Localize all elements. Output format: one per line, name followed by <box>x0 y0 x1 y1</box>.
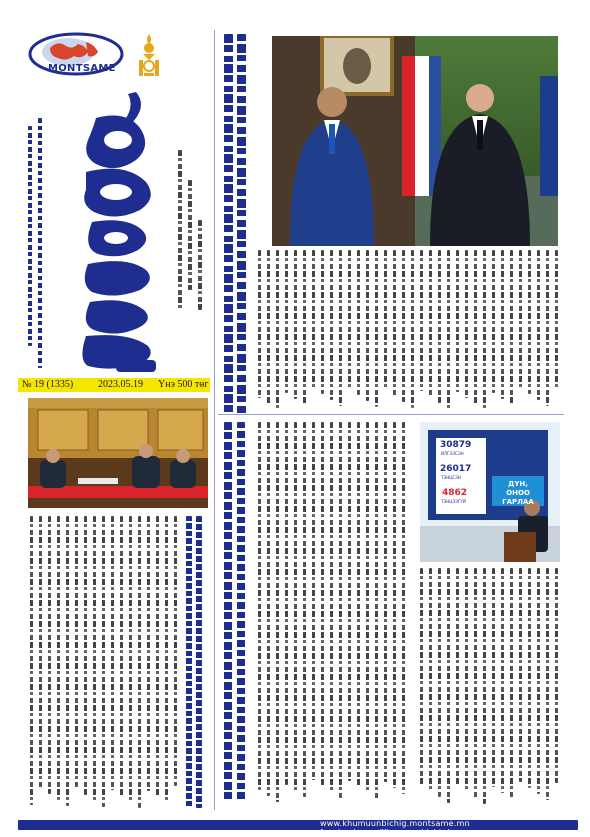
text-column <box>429 250 432 397</box>
exam-results-photo <box>420 422 560 562</box>
text-column <box>375 250 378 407</box>
text-column <box>321 250 324 394</box>
text-column <box>303 250 306 405</box>
text-column <box>546 568 549 800</box>
text-column <box>420 250 423 391</box>
text-column <box>276 250 279 410</box>
text-column <box>321 422 324 786</box>
stat-2-label: ТЭНЦСЭН <box>441 475 461 480</box>
text-column <box>474 250 477 404</box>
text-column <box>528 250 531 394</box>
presidents-photo <box>272 36 558 246</box>
text-column <box>303 422 306 797</box>
text-column <box>93 516 96 801</box>
text-column <box>30 516 33 805</box>
article-3-headline-a <box>196 516 202 808</box>
text-column <box>357 250 360 395</box>
text-column <box>420 568 423 785</box>
facebook-link[interactable]: facebook.com/Khumuunbichig/ <box>320 828 450 837</box>
text-column <box>528 568 531 788</box>
text-column <box>438 568 441 797</box>
soyombo-icon <box>134 32 164 78</box>
text-column <box>165 516 168 803</box>
text-column <box>366 250 369 401</box>
text-column <box>285 422 288 785</box>
text-column <box>465 568 468 792</box>
masthead-caption-1 <box>38 118 42 368</box>
meeting-photo <box>28 398 208 508</box>
text-column <box>501 568 504 793</box>
text-column <box>276 422 279 802</box>
montsame-wordmark: MONTSAME <box>48 63 116 74</box>
text-column <box>84 516 87 795</box>
text-column <box>438 250 441 403</box>
text-column <box>120 516 123 796</box>
article-2-headline <box>222 422 250 802</box>
text-column <box>402 422 405 794</box>
text-column <box>111 516 114 790</box>
newspaper-title-script <box>76 88 162 378</box>
text-column <box>501 250 504 399</box>
text-column <box>330 422 333 792</box>
text-column <box>402 250 405 402</box>
stat-3-label: ТЭНЦЭЭГҮЙ <box>441 499 466 504</box>
text-column <box>156 516 159 797</box>
stat-1-value: 30879 <box>440 440 472 450</box>
vertical-divider <box>214 30 215 810</box>
text-column <box>546 250 549 406</box>
text-column <box>75 516 78 789</box>
text-column <box>102 516 105 807</box>
main-headline <box>222 34 250 414</box>
text-column <box>447 250 450 409</box>
masthead-text-c <box>198 220 202 310</box>
text-column <box>492 250 495 393</box>
text-column <box>357 422 360 787</box>
text-column <box>348 250 351 389</box>
masthead-caption-2 <box>28 126 32 346</box>
text-column <box>492 568 495 787</box>
stat-2-value: 26017 <box>440 464 472 474</box>
text-column <box>411 250 414 408</box>
text-column <box>537 250 540 400</box>
text-column <box>39 516 42 788</box>
text-column <box>555 250 558 389</box>
text-column <box>330 250 333 400</box>
text-column <box>456 568 459 786</box>
issue-number: № 19 (1335) <box>22 379 74 390</box>
text-column <box>447 568 450 803</box>
text-column <box>258 250 261 398</box>
text-column <box>267 250 270 404</box>
horizontal-divider <box>218 414 564 415</box>
text-column <box>174 516 177 786</box>
issue-info-bar <box>18 378 210 392</box>
text-column <box>138 516 141 808</box>
issue-date: 2023.05.19 <box>98 379 143 390</box>
text-column <box>519 250 522 388</box>
text-column <box>294 250 297 399</box>
text-column <box>66 516 69 806</box>
masthead-text-a <box>178 150 182 310</box>
text-column <box>339 422 342 798</box>
text-column <box>258 422 261 790</box>
issue-price: Үнэ 500 төг <box>158 379 209 390</box>
text-column <box>57 516 60 800</box>
text-column <box>465 250 468 398</box>
text-column <box>510 568 513 799</box>
text-column <box>375 422 378 799</box>
stat-3-value: 4862 <box>442 488 468 498</box>
text-column <box>510 250 513 405</box>
text-column <box>456 250 459 392</box>
text-column <box>537 568 540 794</box>
text-column <box>384 250 387 390</box>
article-3-headline-b <box>186 516 192 808</box>
text-column <box>429 568 432 791</box>
text-column <box>393 250 396 396</box>
masthead <box>18 30 208 400</box>
screen-headline: ДҮН, ОНОО ГАРЛАА <box>502 480 534 506</box>
text-column <box>474 568 477 798</box>
text-column <box>366 422 369 793</box>
text-column <box>384 422 387 782</box>
text-column <box>147 516 150 791</box>
text-column <box>555 568 558 783</box>
stat-1-label: ИЛГЭЭСЭН <box>441 451 464 456</box>
text-column <box>519 568 522 782</box>
footer-links <box>320 819 590 837</box>
text-column <box>312 422 315 780</box>
text-column <box>129 516 132 802</box>
text-column <box>267 422 270 796</box>
text-column <box>339 250 342 406</box>
text-column <box>483 568 486 804</box>
text-column <box>285 250 288 393</box>
text-column <box>348 422 351 781</box>
website-link[interactable]: www.khumuunbichig.montsame.mn <box>320 819 470 828</box>
text-column <box>48 516 51 794</box>
text-column <box>483 250 486 410</box>
text-column <box>294 422 297 791</box>
masthead-text-b <box>188 180 192 290</box>
text-column <box>393 422 396 788</box>
text-column <box>312 250 315 388</box>
